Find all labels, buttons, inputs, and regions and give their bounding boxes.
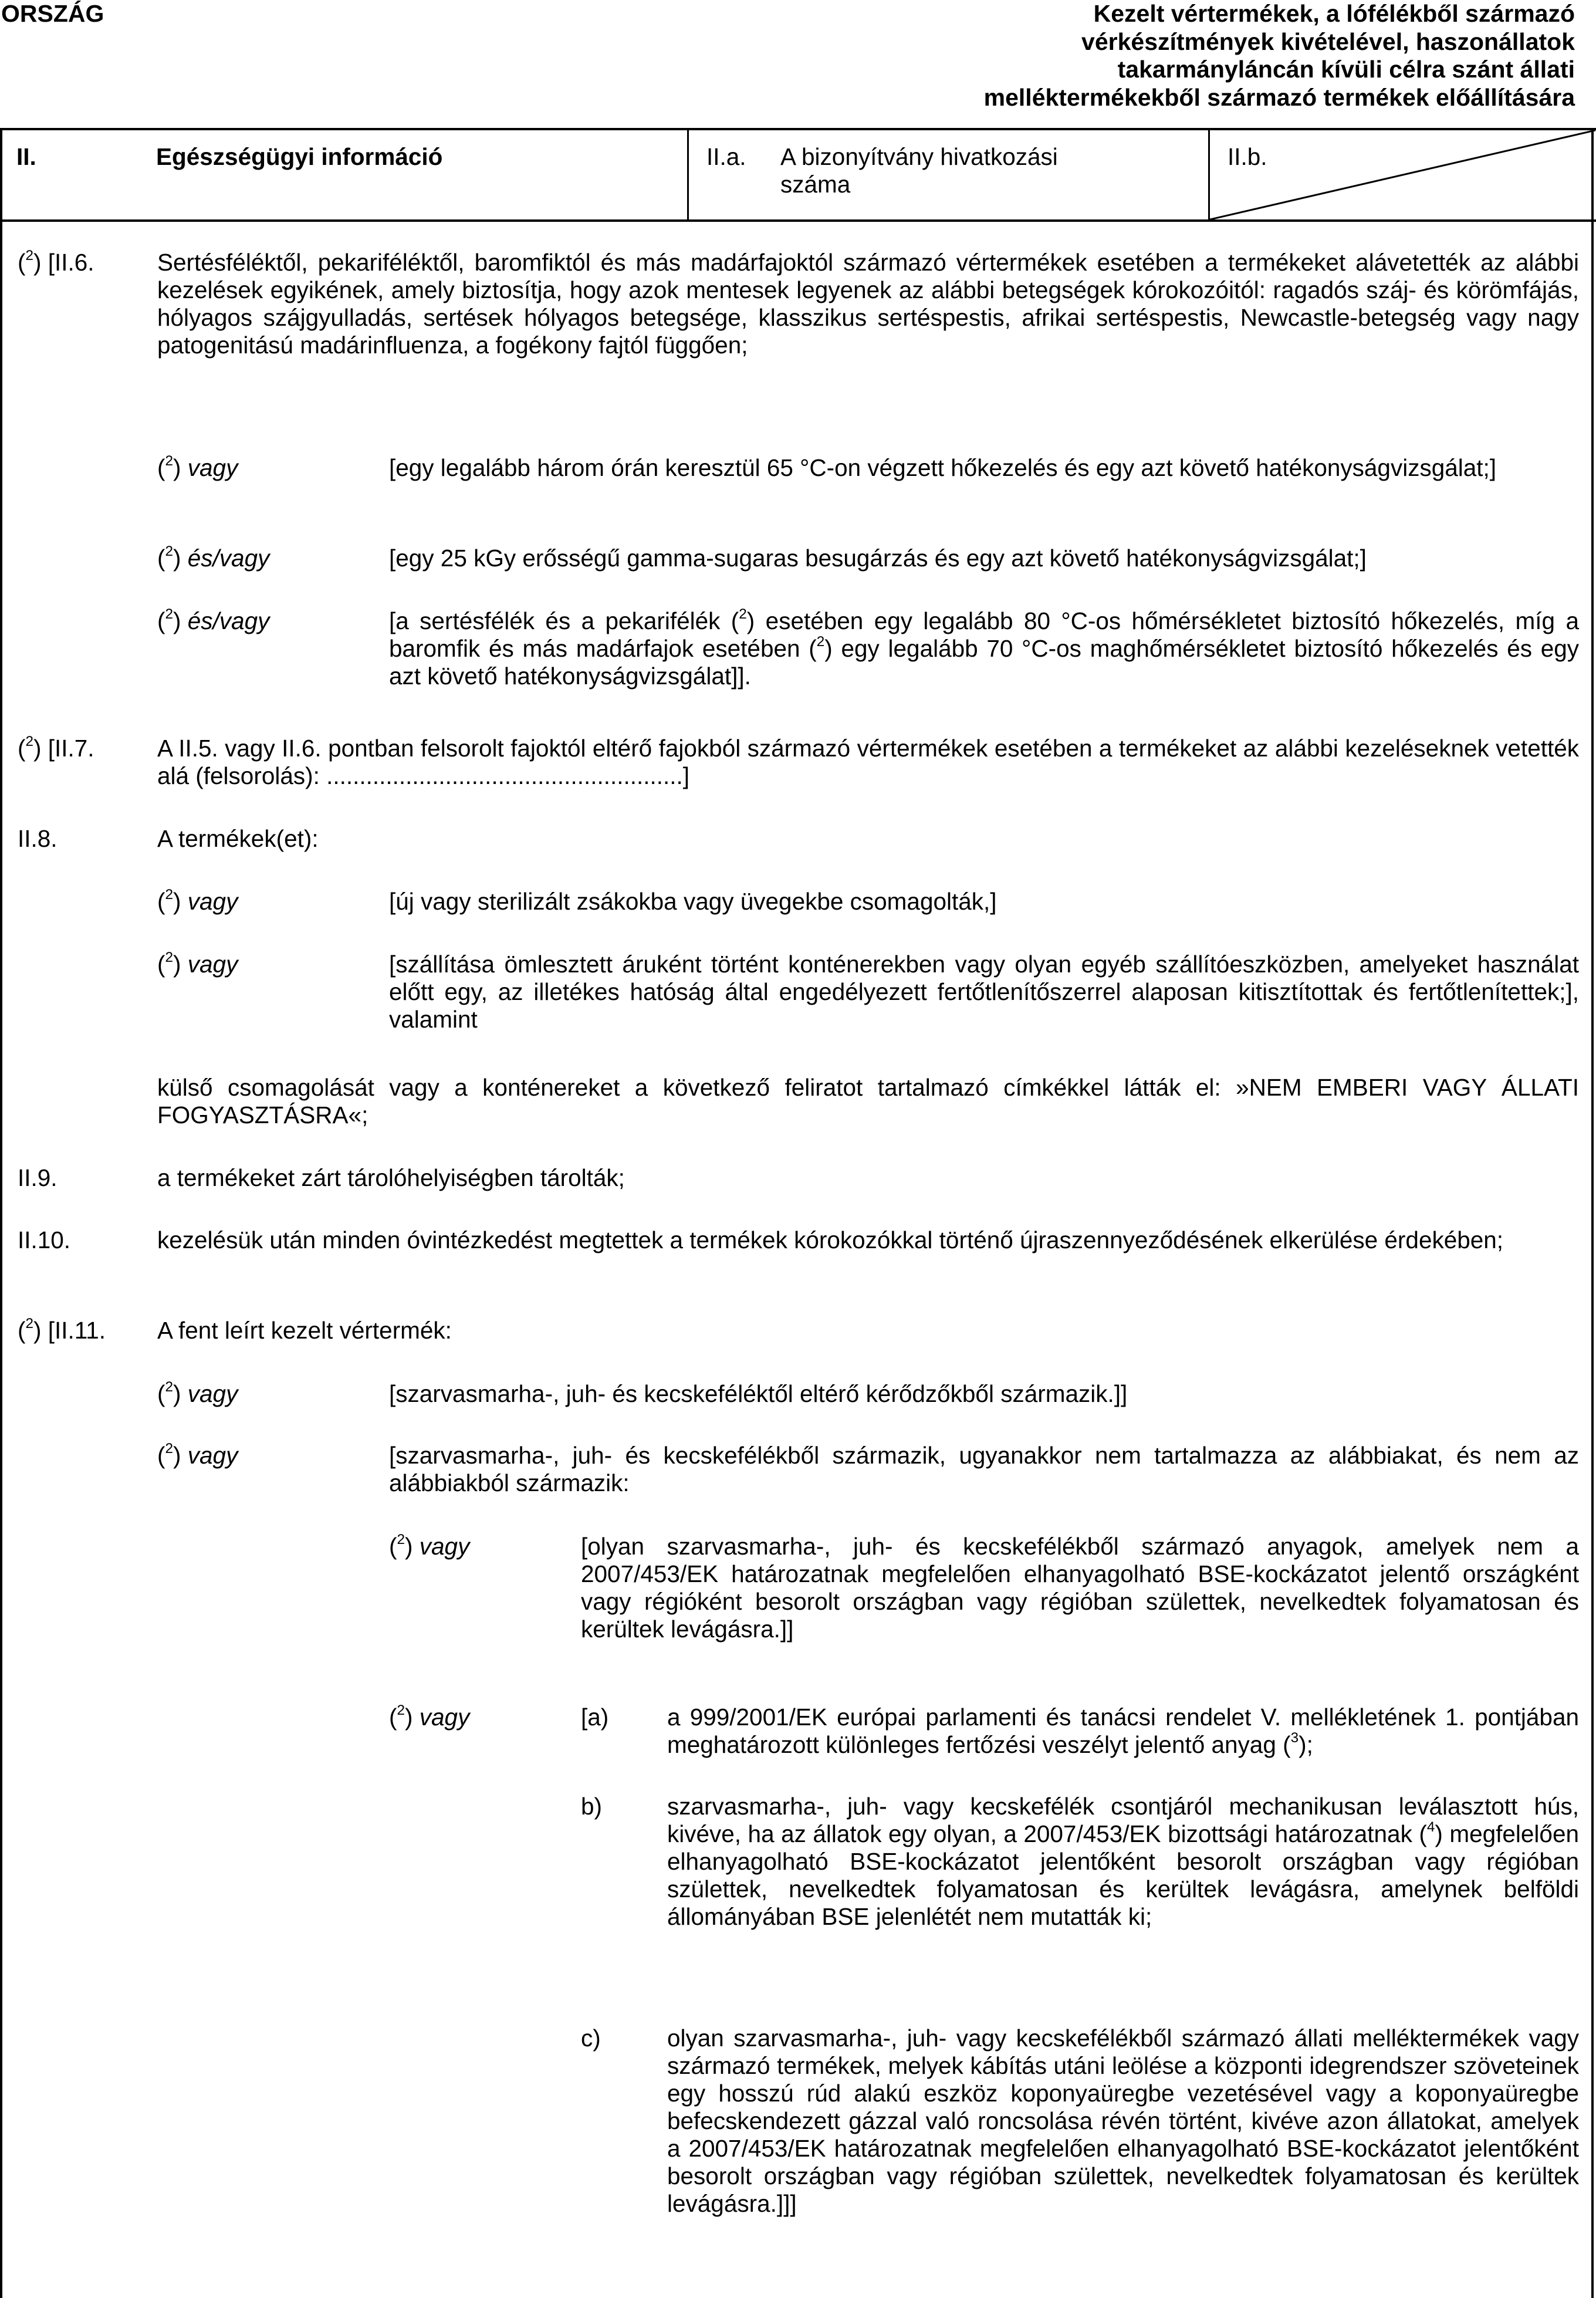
option-conjunction: vagy bbox=[187, 951, 238, 978]
iib-cell bbox=[1208, 130, 1594, 219]
text-part: ) megfelelően elhanyagolható BSE-kockázatot jelentőként besorolt országban vagy régióban születtek, nevelkedtek folyamatosan és kerültek levágásra, amelynek belföldi állományában BSE jelenlétét nem mutatták ki; bbox=[667, 1820, 1579, 1930]
option-label: ($^2$) vagy bbox=[157, 1378, 238, 1407]
section-number: II. bbox=[16, 143, 36, 170]
certificate-title-line: vérkészítmények kivételével, haszonállatok bbox=[1081, 28, 1575, 55]
item-text-a bbox=[667, 1704, 1579, 1759]
option-text bbox=[389, 607, 1579, 690]
text-part: [a sertésfélék és a pekarifélék ( bbox=[389, 607, 739, 634]
paren-open: ( bbox=[18, 249, 26, 276]
footnote-ref: 2 bbox=[816, 633, 825, 650]
item-label-b: b) bbox=[581, 1793, 603, 1820]
reference-label: II.a. bbox=[706, 143, 746, 170]
item-text-c: olyan szarvasmarha-, juh- vagy kecskefélékből származó állati melléktermékek vagy származó termékek, melyek kábítás utáni leölése a központi idegrendszer szöveteinek egy hosszú rúd alakú eszköz koponyaüregbe vezetésével vagy a koponyaüregbe befecskendezett gázzal való roncsolása révén történt, kivéve azon állatokat, amelyek a 2007/453/EK határozatnak megfelelően elhanyagolható BSE-kockázatot jelentőként besorolt országban vagy régióban születtek, nevelkedtek folyamatosan és kerültek levágásra.]]] bbox=[667, 2025, 1579, 2217]
point-text-ii6: Sertésféléktől, pekariféléktől, baromfiktól és más madárfajoktól származó vértermékek esetében a termékeket alávetették az alábbi kezelések egyikének, amely biztosítja, hogy azok mentesek legyenek az alábbi betegségek kórokozóitól: ragadós száj- és körömfájás, hólyagos szájgyulladás, sertések hólyagos betegsége, klasszikus sertéspestis, afrikai sertéspestis, Newcastle-betegség vagy nagy patogenitású madárinfluenza, a fogékony fajtól függően; bbox=[157, 249, 1579, 359]
text-part: ) esetében egy legalább 80 °C-os hőmérsékletet biztosító hőkezelés, míg a baromfik és más madárfajok esetében ( bbox=[389, 607, 1579, 662]
section-title-cell bbox=[0, 130, 688, 219]
option-conjunction: vagy bbox=[187, 454, 238, 481]
point-text-ii9: a termékeket zárt tárolóhelyiségben tárolták; bbox=[157, 1164, 625, 1191]
item-text-b bbox=[667, 1793, 1579, 1931]
strikethrough-diagonal bbox=[1210, 130, 1595, 219]
point-label-ii11: ($^2$) [II.11. bbox=[18, 1315, 106, 1344]
option-text: [szarvasmarha-, juh- és kecskeféléktől eltérő kérődzőkből származik.]] bbox=[389, 1380, 1128, 1407]
country-label: ORSZÁG bbox=[1, 0, 104, 27]
point-text-ii11: A fent leírt kezelt vértermék: bbox=[157, 1317, 452, 1344]
option-label: ($^2$) vagy bbox=[157, 1440, 238, 1469]
footnote-ref: 2 bbox=[25, 247, 34, 263]
footnote-ref: 2 bbox=[397, 1702, 405, 1718]
footnote-ref: 2 bbox=[165, 1378, 174, 1395]
option-text: [egy 25 kGy erősségű gamma-sugaras besugárzás és egy azt követő hatékonyságvizsgálat;] bbox=[389, 545, 1367, 572]
footnote-ref: 3 bbox=[1290, 1729, 1299, 1746]
section-title: Egészségügyi információ bbox=[156, 143, 443, 170]
reference-number-cell bbox=[687, 130, 1209, 219]
footnote-ref: 2 bbox=[397, 1531, 405, 1547]
nested-option-text: [olyan szarvasmarha-, juh- és kecskefélékből származó anyagok, amelyek nem a 2007/453/EK határozatnak megfelelően elhanyagolható BSE-kockázatot jelentő országként vagy régióként besorolt országban vagy régióban születtek, nevelkedtek folyamatosan és kerültek levágásra.]] bbox=[581, 1533, 1579, 1643]
certificate-title-line: takarmányláncán kívüli célra szánt állati bbox=[1117, 56, 1575, 83]
certificate-title-line: melléktermékekből származó termékek előállítására bbox=[983, 83, 1575, 111]
point-label-ii8: II.8. bbox=[18, 825, 58, 852]
point-label-ii6 bbox=[18, 249, 94, 276]
option-conjunction: vagy bbox=[187, 1380, 238, 1407]
option-label: ($^2$) és/vagy bbox=[157, 543, 270, 572]
footnote-ref: 4 bbox=[1426, 1819, 1435, 1835]
nested-option-label: ($^2$) vagy bbox=[389, 1702, 470, 1731]
footnote-ref: 2 bbox=[165, 886, 174, 903]
item-label-a: [a) bbox=[581, 1704, 609, 1731]
point-text-ii8: A termékek(et): bbox=[157, 825, 319, 852]
label-text: ) [II.11. bbox=[33, 1317, 106, 1344]
text-part: ) egy legalább 70 °C-os maghőmérsékletet biztosító hőkezelés és egy azt követő hatékonyságvizsgálat]]. bbox=[389, 635, 1579, 690]
item-label-c: c) bbox=[581, 2025, 601, 2052]
page-frame bbox=[0, 128, 1594, 2298]
option-label: ($^2$) vagy bbox=[157, 452, 238, 481]
option-conjunction: és/vagy bbox=[187, 545, 270, 572]
section-header-table bbox=[0, 128, 1596, 222]
option-label: ($^2$) vagy bbox=[157, 949, 238, 978]
point-text-ii7: A II.5. vagy II.6. pontban felsorolt fajoktól eltérő fajokból származó vértermékek esetében a termékeket az alábbi kezeléseknek vetették alá (felsorolás): ......................................................] bbox=[157, 735, 1579, 789]
option-text: [szarvasmarha-, juh- és kecskefélékből származik, ugyanakkor nem tartalmazza az alábbiakat, és nem az alábbiakból származik: bbox=[389, 1442, 1579, 1496]
option-conjunction: vagy bbox=[419, 1533, 470, 1560]
certificate-title-line: Kezelt vértermékek, a lófélékből származó bbox=[1093, 0, 1575, 27]
option-text: [egy legalább három órán keresztül 65 °C-on végzett hőkezelés és egy azt követő hatékonyságvizsgálat;] bbox=[389, 454, 1497, 481]
option-conjunction: és/vagy bbox=[187, 607, 270, 634]
footnote-ref: 2 bbox=[165, 452, 174, 469]
footnote-ref: 2 bbox=[165, 606, 174, 622]
label-text: ) [II.6. bbox=[33, 249, 94, 276]
footnote-ref: 2 bbox=[165, 543, 174, 559]
point-text-ii10: kezelésük után minden óvintézkedést megtettek a termékek kórokozókkal történő újraszennyeződésének elkerülése érdekében; bbox=[157, 1226, 1504, 1253]
reference-text: A bizonyítvány hivatkozási száma bbox=[780, 143, 1058, 198]
option-label: ($^2$) és/vagy bbox=[157, 606, 270, 634]
point-label-ii9: II.9. bbox=[18, 1164, 58, 1191]
footnote-ref: 2 bbox=[25, 1315, 34, 1332]
footnote-ref: 2 bbox=[165, 949, 174, 965]
text-part: a 999/2001/EK európai parlamenti és tanácsi rendelet V. mellékletének 1. pontjában meghatározott különleges fertőzési veszélyt jelentő anyag ( bbox=[667, 1704, 1579, 1758]
option-conjunction: vagy bbox=[187, 888, 238, 915]
footnote-ref: 2 bbox=[739, 606, 747, 622]
labelling-requirement: külső csomagolását vagy a konténereket a következő feliratot tartalmazó címkékkel látták el: »NEM EMBERI VAGY ÁLLATI FOGYASZTÁSRA«; bbox=[157, 1074, 1579, 1128]
option-text: [szállítása ömlesztett áruként történt konténerekben vagy olyan egyéb szállítóeszközben, amelyeket használat előtt egy, az illetékes hatóság által engedélyezett fertőtlenítőszerrel alaposan kitisztítottak és fertőtlenítettek;], valamint bbox=[389, 951, 1579, 1033]
label-text: ) [II.7. bbox=[33, 735, 94, 762]
option-text: [új vagy sterilizált zsákokba vagy üvegekbe csomagolták,] bbox=[389, 888, 997, 915]
option-conjunction: vagy bbox=[419, 1704, 470, 1731]
nested-option-label: ($^2$) vagy bbox=[389, 1531, 470, 1560]
option-label: ($^2$) vagy bbox=[157, 886, 238, 915]
iib-label: II.b. bbox=[1228, 143, 1267, 170]
point-label-ii7: ($^2$) [II.7. bbox=[18, 733, 94, 762]
text-part: ); bbox=[1299, 1731, 1313, 1758]
footnote-ref: 2 bbox=[165, 1440, 174, 1456]
footnote-ref: 2 bbox=[25, 733, 34, 749]
option-conjunction: vagy bbox=[187, 1442, 238, 1469]
point-label-ii10: II.10. bbox=[18, 1226, 71, 1253]
certificate-title bbox=[695, 0, 1575, 111]
text-part: szarvasmarha-, juh- vagy kecskefélék csontjáról mechanikusan leválasztott hús, kivéve, ha az állatok egy olyan, a 2007/453/EK bizottsági határozatnak ( bbox=[667, 1793, 1579, 1847]
